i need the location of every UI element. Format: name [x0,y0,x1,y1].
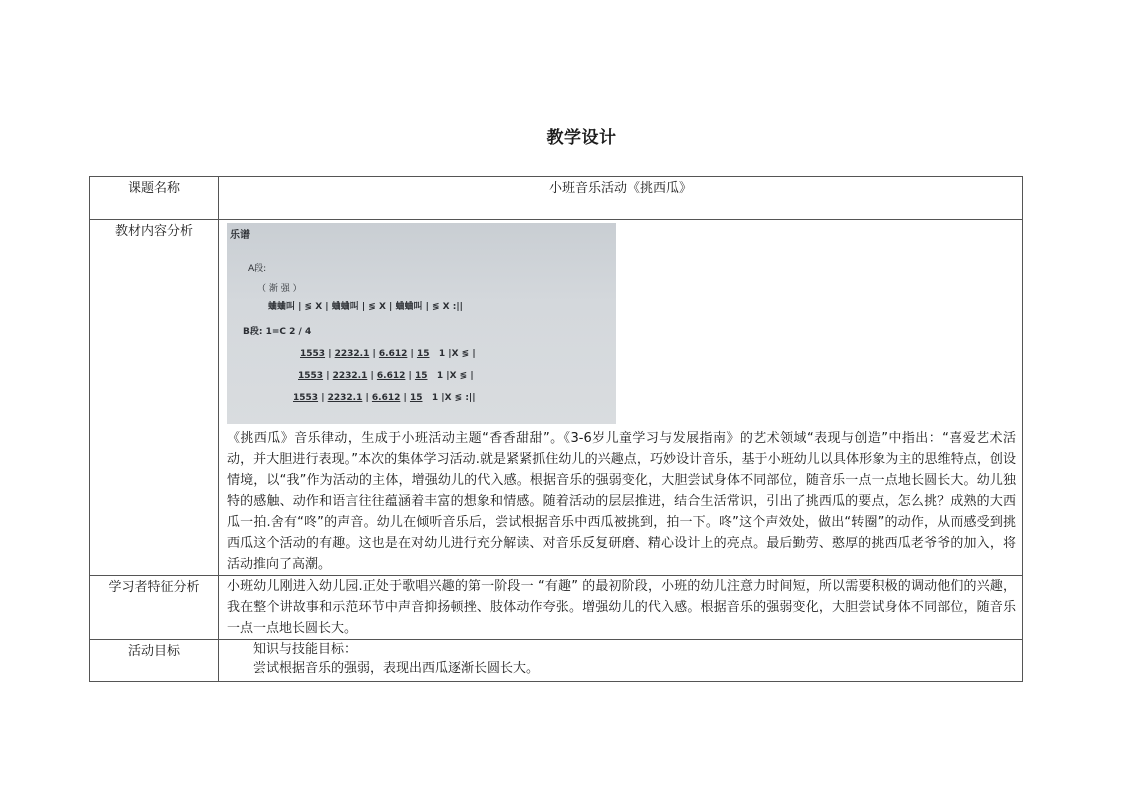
score-section-a: A段: [248,264,267,274]
score-a-line: 蛐蛐叫 | ≶ X | 蛐蛐叫 | ≶ X | 蛐蛐叫 | ≶ X :|| [268,302,463,312]
learner-row [90,576,1023,640]
note-group: 1553 [298,371,324,381]
note-group: 6.612 [378,349,408,359]
document-title: 教学设计 [546,128,617,148]
note-group: 2232.1 [334,349,370,359]
note-tail: 1 |X ≶ | [438,349,476,359]
learner-content [219,576,1023,640]
note-group: 6.612 [376,371,406,381]
learner-label: 学习者特征分析 [90,576,219,640]
note-tail: 1 |X ≶ | [436,371,474,381]
score-b-line-2: 1553 | 2232.1 | 6.612 | 15 1 |X ≶ | [298,371,474,381]
note-group: 15 [416,349,430,359]
note-group: 6.612 [371,393,401,403]
note-group: 15 [409,393,423,403]
note-group: 15 [414,371,428,381]
goals-row [90,640,1023,682]
material-content [219,220,1023,576]
learner-paragraph: 小班幼儿刚进入幼儿园.正处于歌唱兴趣的第一阶段一 “有趣” 的最初阶段，小班的幼儿注意力时间短，所以需要积极的调动他们的兴趣，我在整个讲故事和示范环节中声音抑扬顿挫、肢体动作夸张。增强幼儿的代入感。根据音乐的强弱变化，大胆尝试身体不同部位，随音乐一点一点地长圆长大。 [227,579,1016,636]
note-tail: 1 |X ≶ :|| [431,393,476,403]
goals-item: 尝试根据音乐的强弱，表现出西瓜逐渐长圆长大。 [253,661,540,676]
score-section-b: B段: 1=C 2 / 4 [243,327,312,337]
score-b-line-1: 1553 | 2232.1 | 6.612 | 15 1 |X ≶ | [300,349,476,359]
score-b-line-3: 1553 | 2232.1 | 6.612 | 15 1 |X ≶ :|| [293,393,476,403]
material-row [90,220,1023,576]
lesson-design-table [89,176,1023,682]
note-group: 1553 [300,349,326,359]
goals-content [219,640,1023,682]
topic-row [90,177,1023,220]
material-label: 教材内容分析 [90,220,219,576]
topic-label: 课题名称 [90,177,219,220]
topic-value: 小班音乐活动《挑西瓜》 [219,177,1023,220]
sheet-music-photo [227,223,616,424]
score-heading: 乐谱 [230,230,250,241]
note-group: 2232.1 [327,393,363,403]
score-tempo: （ 渐 强 ） [257,284,302,294]
note-group: 2232.1 [332,371,368,381]
goals-heading: 知识与技能目标： [253,642,358,657]
goals-label: 活动目标 [90,640,219,682]
note-group: 1553 [293,393,319,403]
material-paragraph: 《挑西瓜》音乐律动，生成于小班活动主题“香香甜甜”。《3-6岁儿童学习与发展指南》的艺术领域“表现与创造”中指出：“喜爱艺术活动，并大胆进行表现。”本次的集体学习活动.就是紧紧抓住幼儿的兴趣点，巧妙设计音乐，基于小班幼儿以具体形象为主的思维特点，创设情境，以“我”作为活动的主体，增强幼儿的代入感。根据音乐的强弱变化，大胆尝试身体不同部位，随音乐一点一点地长圆长大。幼儿独特的感触、动作和语言往往蕴涵着丰富的想象和情感。随着活动的层层推进，结合生活常识，引出了挑西瓜的要点，怎么挑？成熟的大西瓜一拍.舍有“咚”的声音。幼儿在倾听音乐后，尝试根据音乐中西瓜被挑到，拍一下。咚”这个声效处，做出“转圈”的动作，从而感受到挑西瓜这个活动的有趣。这也是在对幼儿进行充分解读、对音乐反复研磨、精心设计上的亮点。最后勤劳、憨厚的挑西瓜老爷爷的加入，将活动推向了高潮。 [227,431,1016,572]
